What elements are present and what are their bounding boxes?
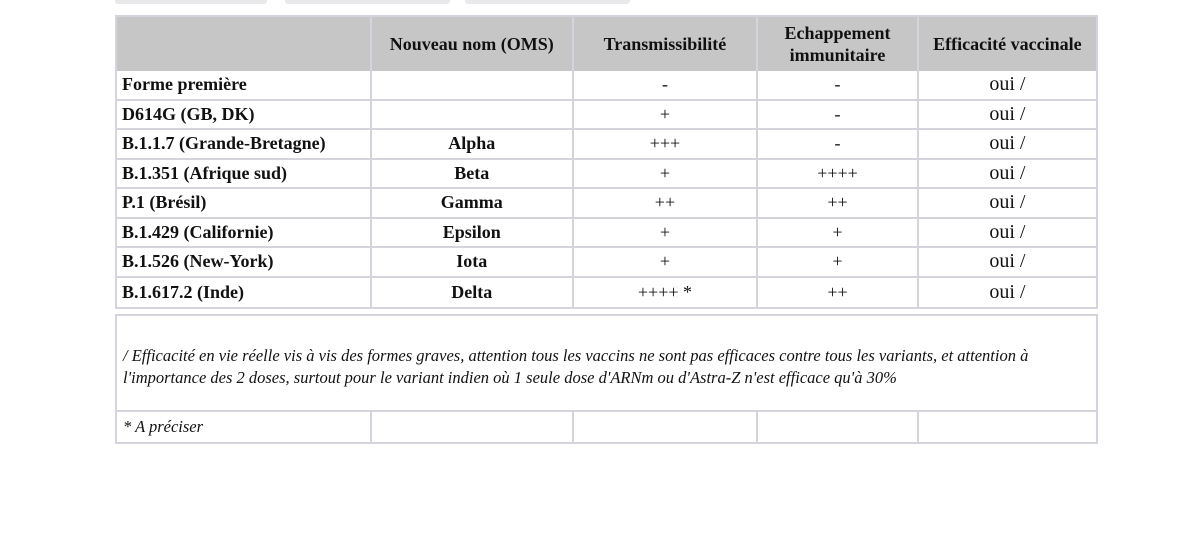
transmissibility-cell: + (574, 160, 759, 190)
vaccine-efficacy-cell: oui / (919, 160, 1096, 190)
immune-escape-cell: - (758, 71, 919, 101)
efficacy-note: / Efficacité en vie réelle vis à vis des formes graves, attention tous les vaccins ne sont pas efficaces contre tous les variants, et attention à l'importance des 2 doses, surtout pour le variant indien où 1 seule dose d'ARNm ou d'Astra-Z n'est efficace qu'à 30% (117, 316, 1096, 412)
table-row (117, 130, 1096, 160)
header-row (117, 17, 1096, 71)
header-transmissibility: Transmissibilité (574, 17, 759, 71)
variant-cell: P.1 (Brésil) (117, 189, 372, 219)
table-row (117, 160, 1096, 190)
transmissibility-cell: - (574, 71, 759, 101)
table-row (117, 248, 1096, 278)
transmissibility-cell: + (574, 248, 759, 278)
top-tab-1 (115, 0, 267, 4)
transmissibility-cell: + (574, 101, 759, 131)
who-name-cell: Epsilon (372, 219, 574, 249)
header-immune-escape: Echappement immunitaire (758, 17, 919, 71)
variant-cell: D614G (GB, DK) (117, 101, 372, 131)
table-row (117, 101, 1096, 131)
who-name-cell: Alpha (372, 130, 574, 160)
immune-escape-cell: ++ (758, 189, 919, 219)
who-name-cell: Gamma (372, 189, 574, 219)
table-row (117, 278, 1096, 308)
immune-escape-cell: + (758, 219, 919, 249)
notes-table (115, 314, 1098, 444)
vaccine-efficacy-cell: oui / (989, 280, 1026, 303)
transmissibility-cell: ++++ * (574, 278, 759, 308)
immune-escape-cell: + (758, 248, 919, 278)
footnote-row (117, 412, 1096, 442)
table-row (117, 219, 1096, 249)
vaccine-efficacy-cell: oui / (919, 189, 1096, 219)
transmissibility-cell: +++ (574, 130, 759, 160)
footnote: * A préciser (117, 412, 372, 442)
top-tab-strip (115, 0, 1100, 6)
header-vaccine-efficacy: Efficacité vaccinale (919, 17, 1096, 71)
variants-table (115, 15, 1098, 309)
header-variant (117, 17, 372, 71)
variant-cell: B.1.429 (Californie) (117, 219, 372, 249)
empty-cell (758, 412, 918, 442)
who-name-cell: Beta (372, 160, 574, 190)
variant-cell: B.1.351 (Afrique sud) (117, 160, 372, 190)
immune-escape-cell: - (758, 101, 919, 131)
variant-cell: B.1.1.7 (Grande-Bretagne) (117, 130, 372, 160)
who-name-cell: Delta (372, 278, 574, 308)
empty-cell (372, 412, 574, 442)
who-name-cell (372, 71, 574, 101)
empty-cell (919, 412, 1096, 442)
empty-cell (574, 412, 758, 442)
variant-cell: B.1.526 (New-York) (117, 248, 372, 278)
top-tab-3 (465, 0, 630, 4)
efficacy-note-row (117, 316, 1096, 412)
who-name-cell: Iota (372, 248, 574, 278)
vaccine-efficacy-cell: oui / (919, 248, 1096, 278)
transmissibility-cell: + (574, 219, 759, 249)
immune-escape-cell: ++ (758, 278, 919, 308)
who-name-cell (372, 101, 574, 131)
immune-escape-cell: ++++ (758, 160, 919, 190)
table-row (117, 71, 1096, 101)
vaccine-efficacy-cell: oui / (919, 130, 1096, 160)
variant-cell: B.1.617.2 (Inde) (117, 278, 372, 308)
variant-cell: Forme première (117, 71, 372, 101)
vaccine-efficacy-cell: oui / (919, 219, 1096, 249)
vaccine-efficacy-cell: oui / (919, 101, 1096, 131)
top-tab-2 (285, 0, 450, 4)
header-who-name: Nouveau nom (OMS) (372, 17, 574, 71)
transmissibility-cell: ++ (574, 189, 759, 219)
table-row (117, 189, 1096, 219)
immune-escape-cell: - (758, 130, 919, 160)
vaccine-efficacy-cell: oui / (919, 71, 1096, 101)
